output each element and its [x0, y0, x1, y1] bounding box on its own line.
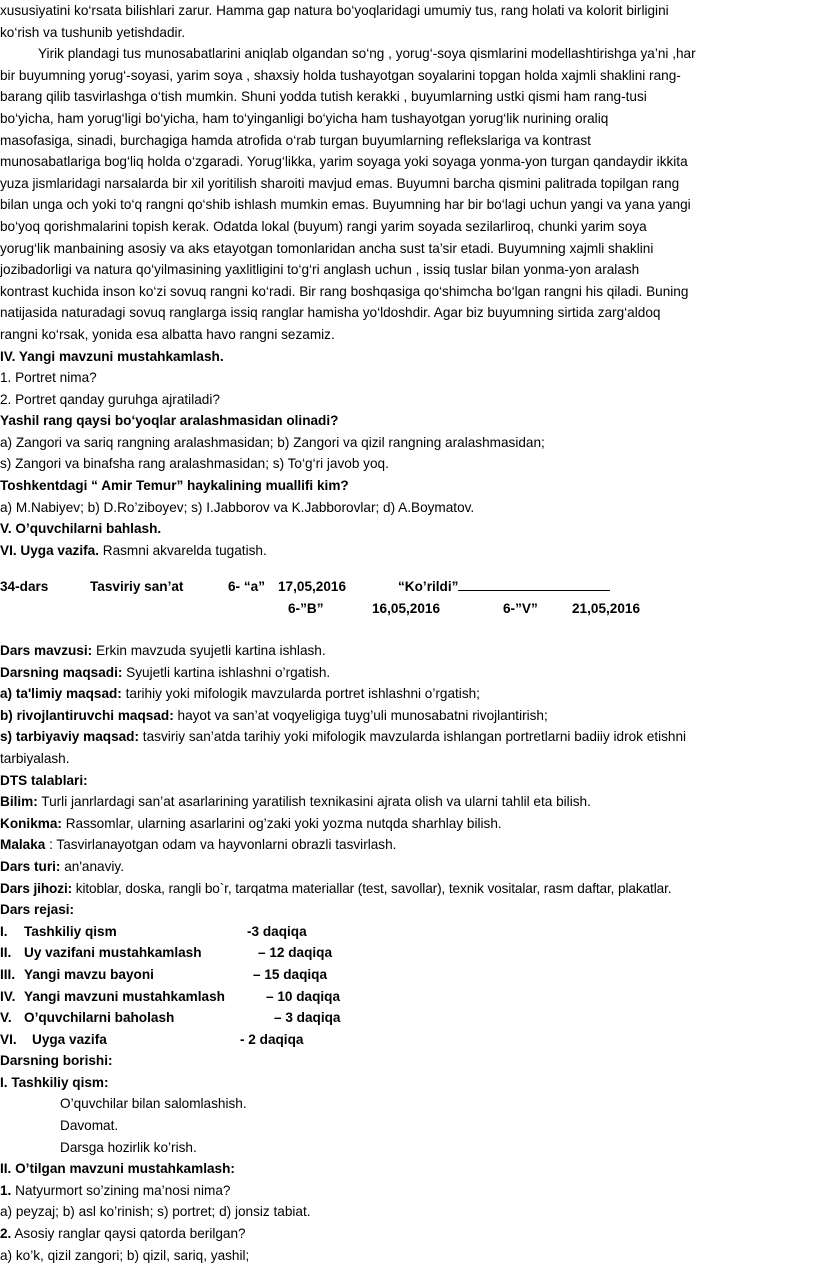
text-line: rangni ko‘rsak, yonida esa albatta havo rangni sezamiz.: [0, 326, 335, 342]
info-label: Darsning maqsadi:: [0, 664, 123, 680]
class-a: 6- “a”: [228, 579, 266, 594]
text-line: bilan unga och yoki to‘q rangni qo‘shib ishlash mumkin emas. Buyumning har bir bo‘lagi uchun yangi va yana yangi: [0, 197, 691, 213]
info-text: tarihiy yoki mifologik mavzularda portret ishlashni o’rgatish;: [121, 686, 480, 702]
info-label: Dars mavzusi:: [0, 643, 93, 658]
info-text: hayot va san’at voqyeligiga tuyg’uli munosabatni rivojlantirish;: [173, 707, 548, 723]
class-v: 6-”V”: [503, 601, 538, 616]
info-line: [0, 683, 816, 705]
dts-line: [0, 856, 816, 878]
dts-label: Dars jihozi:: [0, 880, 73, 896]
plan-row: [0, 1007, 816, 1029]
sec2-line: [0, 1223, 816, 1245]
dts-line: [0, 813, 816, 835]
rejasi-title: Dars rejasi:: [0, 902, 75, 918]
text-line: bo‘yoq qorishmalarini topish kerak. Odatda lokal (buyum) rangi yarim soyada sezilarliroq, chunki yarim soya: [0, 218, 647, 234]
plan-num: VI.: [0, 1031, 17, 1047]
dts-label: Dars turi:: [0, 858, 61, 874]
lesson-number: 34-dars: [0, 579, 49, 594]
dts-label: Konikma:: [0, 815, 62, 831]
plan-row: [0, 986, 816, 1008]
lesson-info: [0, 640, 816, 1266]
dts-label: Malaka: [0, 837, 46, 853]
text-line: ko‘rish va tushunib yetishdadir.: [0, 24, 186, 40]
dts-label: Bilim:: [0, 794, 38, 810]
tashkiliy-item: O’quvchilar bilan salomlashish.: [60, 1096, 247, 1112]
plan-num: V.: [0, 1010, 12, 1026]
text-line: barang qilib tasvirlashga o‘tish mumkin. Shuni yodda tutish kerakki , buyumlarning ustki qismi ham rang-tusi: [0, 89, 647, 105]
info-label: s) tarbiyaviy maqsad:: [0, 729, 140, 745]
plan-time: – 15 daqiqa: [253, 966, 328, 982]
dts-text: Turli janrlardagi san’at asarlarining yaratilish texnikasini ajrata olish va ularni tahlil eta bilish.: [37, 794, 591, 810]
info-text: Erkin mavzuda syujetli kartina ishlash.: [92, 643, 326, 658]
text-line: natijasida naturadagi sovuq ranglarga issiq ranglar hamisha yo‘ldoshdir. Agar biz buyumning sirtida zarg‘aldoq: [0, 305, 661, 321]
plan-time: – 3 daqiqa: [274, 1010, 341, 1026]
plan-time: – 10 daqiqa: [266, 988, 341, 1004]
info-line: [0, 705, 816, 727]
text-line: masofasiga, sinadi, burchagiga hamda atrofida o‘rab turgan buyumlarning reflekslariga va kontrast: [0, 132, 591, 148]
info-line: tarbiyalash.: [0, 750, 70, 766]
borishi-title: Darsning borishi:: [0, 1053, 113, 1069]
text-line: jozibadorligi va natura qo‘yilmasining yaxlitligini to‘g‘ri anglash uchun , issiq tuslar bilan yonma-yon aralash: [0, 262, 640, 278]
text-line: bir buyumning yorug‘-soyasi, yarim soya , shaxsiy holda tushayotgan soyalarini topgan holda xajmli shaklini rang-: [0, 67, 681, 83]
answer-line: a) M.Nabiyev; b) D.Ro’ziboyev; s) I.Jabborov va K.Jabborovlar; d) A.Boymatov.: [0, 499, 475, 515]
sec2-line: [0, 1245, 816, 1266]
plan-name: O’quvchilarni baholash: [24, 1010, 175, 1026]
dts-title: DTS talablari:: [0, 772, 88, 788]
question-line: Yashil rang qaysi bo‘yoqlar aralashmasidan olinadi?: [0, 413, 339, 429]
date-v: 21,05,2016: [572, 601, 641, 616]
plan-time: – 12 daqiqa: [258, 945, 333, 961]
text-line: xususiyatini ko‘rsata bilishlari zarur. Hamma gap natura bo‘yoqlaridagi umumiy tus, rang holati va kolorit birligini: [0, 3, 669, 18]
section-2-title: II. O’tilgan mavzuni mustahkamlash:: [0, 1161, 235, 1177]
text-line: bo‘yicha, ham yorug‘ligi bo‘yicha, ham to‘yinganligi bo‘yicha ham tushayotgan yorug‘lik nurining oraliq: [0, 110, 609, 126]
sec2-text: a) ko’k, qizil zangori; b) qizil, sariq, yashil;: [0, 1247, 250, 1263]
seen-label: “Ko’rildi”: [398, 576, 610, 598]
text-line: Yirik plandagi tus munosabatlarini aniqlab olgandan so‘ng , yorug‘-soya qismlarini modellashtirishga ya’ni ,har: [38, 46, 696, 62]
info-label: b) rivojlantiruvchi maqsad:: [0, 707, 174, 723]
lesson-header-row-2: [0, 598, 816, 620]
tashkiliy-item: Davomat.: [60, 1118, 119, 1134]
plan-row: [0, 1029, 816, 1051]
info-label: a) ta'limiy maqsad:: [0, 686, 122, 702]
lesson-subject: Tasviriy san’at: [90, 579, 184, 594]
sec2-text: a) peyzaj; b) asl ko’rinish; s) portret; d) jonsiz tabiat.: [0, 1204, 311, 1220]
plan-name: Uy vazifani mustahkamlash: [24, 945, 202, 961]
text-line: yorug‘lik manbaining asosiy va aks etayotgan tomonlaridan ancha sust ta’sir etadi. Buyumning xajmli shaklini: [0, 240, 654, 256]
sec2-num: 1.: [0, 1182, 12, 1198]
section-4-title: IV. Yangi mavzuni mustahkamlash.: [0, 348, 224, 364]
sec2-line: [0, 1201, 816, 1223]
section-6-text: Rasmni akvarelda tugatish.: [98, 542, 267, 558]
plan-time: - 2 daqiqa: [240, 1031, 304, 1047]
text-line: yuza jismlaridagi narsalarda bir xil yoritilish sharoiti mavjud emas. Buyumni barcha qismini palitrada topilgan rang: [0, 175, 680, 191]
sec2-num: 2.: [0, 1226, 12, 1242]
date-a: 17,05,2016: [278, 579, 347, 594]
class-b: 6-”B”: [288, 601, 324, 616]
info-line: [0, 662, 816, 684]
question-line: Toshkentdagi “ Amir Temur” haykalining muallifi kim?: [0, 478, 349, 494]
text-line: munosabatlariga bog‘liq holda o‘zgaradi. Yorug‘likka, yarim soyaga yoki soyaga yonma-yon turgan qandaydir ikkita: [0, 154, 688, 170]
text-line: kontrast kuchida inson ko‘zi sovuq rangni ko‘radi. Bir rang boshqasiga qo‘shimcha bo‘lgan rangni his qiladi. Buning: [0, 283, 689, 299]
lesson-header: [0, 576, 816, 624]
plan-name: Uyga vazifa: [32, 1031, 107, 1047]
plan-row: [0, 921, 816, 943]
info-text: Syujetli kartina ishlashni o’rgatish.: [122, 664, 331, 680]
lesson-header-row-1: [0, 576, 816, 598]
info-line: [0, 640, 816, 662]
plan-num: IV.: [0, 988, 16, 1004]
dts-text: Rassomlar, ularning asarlarini og’zaki yoki yozma nutqda sharhlay bilish.: [61, 815, 502, 831]
question-line: 1. Portret nima?: [0, 370, 97, 386]
plan-row: [0, 964, 816, 986]
tashkiliy-title: I. Tashkiliy qism:: [0, 1074, 109, 1090]
dts-line: [0, 878, 816, 900]
signature-line: [458, 576, 610, 591]
plan-num: III.: [0, 966, 16, 982]
sec2-line: [0, 1180, 816, 1202]
dts-text: kitoblar, doska, rangli bo`r, tarqatma materiallar (test, savollar), texnik vositalar, rasm daftar, plakatlar.: [72, 880, 672, 896]
dts-line: [0, 834, 816, 856]
info-text: tasviriy san’atda tarihiy yoki mifologik mavzularda ishlangan portretlarni badiiy idrok etishni: [139, 729, 687, 745]
plan-name: Tashkiliy qism: [24, 923, 117, 939]
dts-text: an'anaviy.: [60, 858, 124, 874]
plan-num: I.: [0, 923, 8, 939]
section-6-label: VI. Uyga vazifa.: [0, 542, 99, 558]
date-b: 16,05,2016: [372, 601, 441, 616]
info-line: [0, 726, 816, 748]
answer-line: s) Zangori va binafsha rang aralashmasidan; s) To‘g‘ri javob yoq.: [0, 456, 389, 472]
plan-name: Yangi mavzu bayoni: [24, 966, 154, 982]
section-6-line: [0, 540, 816, 562]
dts-text: : Tasvirlanayotgan odam va hayvonlarni obrazli tasvirlash.: [45, 837, 397, 853]
plan-row: [0, 942, 816, 964]
body-paragraph: [0, 0, 816, 561]
sec2-text: Asosiy ranglar qaysi qatorda berilgan?: [11, 1226, 246, 1242]
plan-name: Yangi mavzuni mustahkamlash: [24, 988, 225, 1004]
dts-line: [0, 791, 816, 813]
section-5-title: V. O’quvchilarni bahlash.: [0, 521, 162, 537]
tashkiliy-item: Darsga hozirlik ko’rish.: [60, 1139, 197, 1155]
plan-num: II.: [0, 945, 12, 961]
sec2-text: Natyurmort so’zining ma’nosi nima?: [11, 1182, 231, 1198]
answer-line: a) Zangori va sariq rangning aralashmasidan; b) Zangori va qizil rangning aralashmasidan;: [0, 434, 545, 450]
question-line: 2. Portret qanday guruhga ajratiladi?: [0, 391, 220, 407]
plan-time: -3 daqiqa: [247, 923, 307, 939]
